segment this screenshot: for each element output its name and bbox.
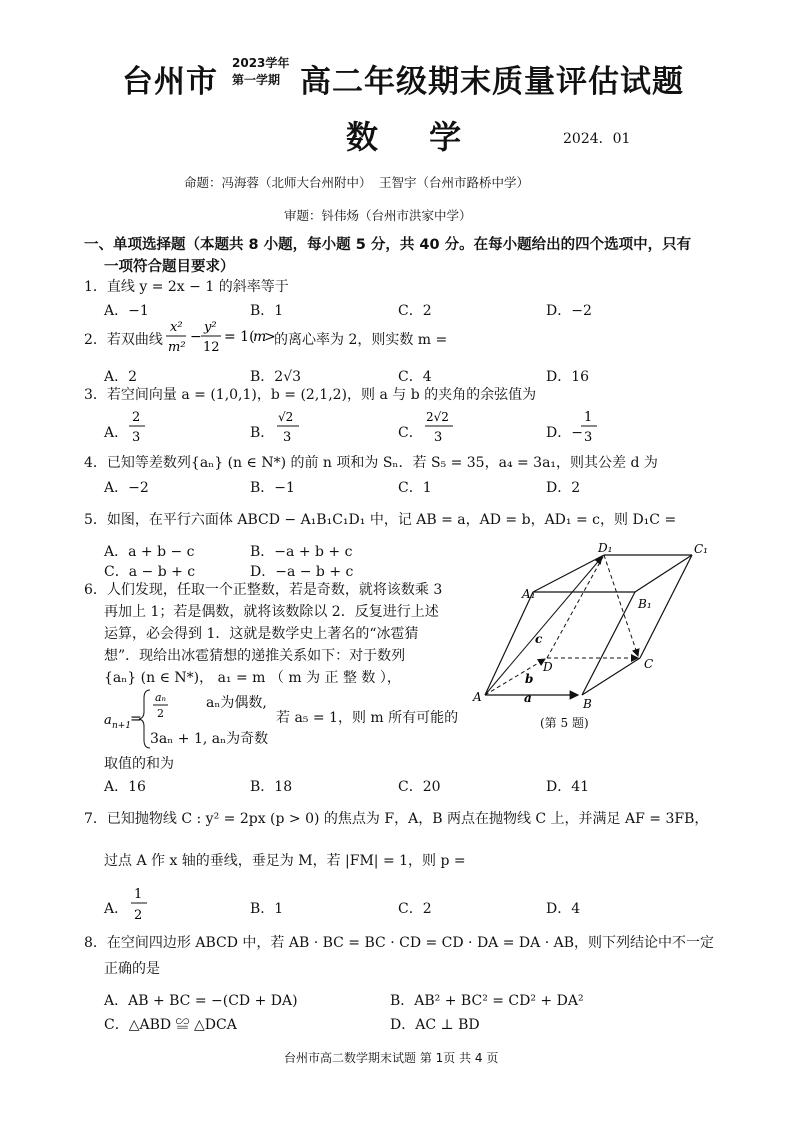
svg-text:2√2: 2√2 (426, 410, 449, 424)
label-b1: B₁ (638, 597, 652, 611)
q6-option-b: B．18 (250, 779, 293, 795)
q1-option-b: B．1 (250, 303, 284, 319)
q8-option-a: A．AB + BC = −(CD + DA) (104, 993, 298, 1009)
q8-option-b: B．AB² + BC² = CD² + DA² (390, 993, 584, 1009)
q2-stem-post: 的离心率为 2，则实数 m = (274, 332, 448, 348)
svg-text:3: 3 (584, 430, 593, 445)
authors: 命题：冯海蓉（北师大台州附中） 王智宇（台州市路桥中学） (184, 175, 530, 190)
reviewer: 审题：钭伟炀（台州市洪家中学） (284, 208, 472, 223)
q2-option-a: A．2 (104, 369, 138, 385)
q6-line4: 想”．现给出冰雹猜想的递推关系如下：对于数列 (104, 648, 406, 664)
svg-text:y²: y² (204, 320, 217, 335)
q4-option-a: A．−2 (104, 480, 149, 496)
svg-text:1: 1 (584, 410, 593, 425)
q5-option-a: A．a + b − c (104, 544, 195, 560)
q8-option-c: C．△ABD ≌ △DCA (104, 1017, 237, 1033)
svg-text:aₙ: aₙ (155, 691, 167, 704)
q2-option-b: B．2√3 (250, 369, 302, 385)
q4-option-b: B．−1 (250, 480, 295, 496)
title-year-top: 2023学年 (232, 56, 290, 70)
label-vec-b: b (525, 672, 534, 686)
q6-line3: 运算，必会得到 1．这就是数学史上著名的“冰雹猜 (104, 626, 419, 642)
q6-option-c: C．20 (398, 779, 441, 795)
svg-text:x²: x² (170, 320, 183, 335)
label-c: C (644, 657, 654, 671)
title-city: 台州市 (122, 64, 218, 100)
svg-text:3: 3 (434, 430, 443, 445)
q6-case-even: aₙ为偶数, (206, 695, 267, 711)
q2-option-c: C．4 (398, 369, 432, 385)
q5-option-d: D．−a − b + c (250, 564, 354, 580)
q6-case-odd: 3aₙ + 1, aₙ为奇数 (150, 731, 269, 747)
title-year-bottom: 第一学期 (232, 73, 281, 87)
label-a1: A₁ (522, 587, 536, 601)
q7-fraction-a (130, 884, 150, 926)
label-d: D (543, 660, 553, 674)
label-vec-c: c (535, 632, 543, 646)
q6-condition: 若 a₅ = 1，则 m 所有可能的 (276, 710, 459, 726)
q1-option-a: A．−1 (104, 303, 149, 319)
q5-option-b: B．−a + b + c (250, 544, 353, 560)
svg-text:3: 3 (283, 430, 292, 445)
q6-line1: 6．人们发现，任取一个正整数，若是奇数，就将该数乘 3 (84, 582, 443, 598)
q4-stem: 4．已知等差数列{aₙ} (n ∈ N*) 的前 n 项和为 Sₙ．若 S₅ = 35，a₄ = 3a₁，则其公差 d 为 (84, 455, 658, 471)
parallelepiped-figure (470, 540, 710, 740)
title-main: 高二年级期末质量评估试题 (300, 64, 684, 100)
q5-stem: 5．如图，在平行六面体 ABCD − A₁B₁C₁D₁ 中，记 AB = a，AD = b，AD₁ = c，则 D₁C = (84, 512, 677, 528)
q2-option-d: D．16 (546, 369, 590, 385)
q8-line2: 正确的是 (104, 961, 160, 977)
q3-option-d: D．− (546, 425, 583, 441)
q3-fraction-b (276, 407, 302, 447)
q1-stem: 1．直线 y = 2x − 1 的斜率等于 (84, 279, 289, 295)
svg-text:2: 2 (134, 908, 143, 923)
exam-date: 2024．01 (563, 131, 631, 147)
svg-text:√2: √2 (278, 410, 294, 424)
svg-text:m: m (253, 329, 267, 345)
q1-option-c: C．2 (398, 303, 432, 319)
svg-text:12: 12 (203, 340, 220, 355)
q7-option-b: B．1 (250, 901, 284, 917)
q3-option-c: C． (398, 425, 423, 441)
subject-title: 数 学 (346, 118, 482, 156)
q4-option-d: D．2 (546, 480, 581, 496)
svg-text:>: > (264, 329, 276, 345)
section-heading-line2: 一项符合题目要求） (104, 259, 235, 275)
q6-line5: {aₙ} (n ∈ N*)， a₁ = m （ m 为 正 整 数 ）， (104, 670, 401, 686)
q3-option-a: A． (104, 425, 129, 441)
figure-caption: (第 5 题) (540, 716, 589, 730)
svg-text:=: = (130, 711, 142, 727)
label-vec-a: a (524, 691, 532, 705)
q3-option-b: B． (250, 425, 275, 441)
svg-text:n+1: n+1 (112, 721, 132, 731)
q3-fraction-a (128, 407, 148, 447)
page-footer: 台州市高二数学期末试题 第 1页 共 4 页 (284, 1051, 499, 1065)
q2-stem-pre: 2．若双曲线 (84, 332, 163, 348)
svg-text:m²: m² (168, 340, 186, 355)
q6-option-d: D．41 (546, 779, 590, 795)
q7-option-d: D．4 (546, 901, 581, 917)
q3-fraction-d (580, 407, 600, 447)
q8-line1: 8．在空间四边形 ABCD 中，若 AB · BC = BC · CD = CD · DA = DA · AB，则下列结论中不一定 (84, 935, 715, 951)
svg-text:1: 1 (134, 887, 143, 902)
label-a: A (473, 690, 482, 704)
q7-line2: 过点 A 作 x 轴的垂线，垂足为 M，若 |FM| = 1，则 p = (104, 853, 466, 869)
q6-line2: 再加上 1；若是偶数，就将该数除以 2．反复进行上述 (104, 604, 439, 620)
svg-text:2: 2 (132, 410, 141, 425)
q3-stem: 3．若空间向量 a = (1,0,1)，b = (2,1,2)，则 a 与 b 的夹角的余弦值为 (84, 387, 537, 403)
q6-line7: 取值的和为 (104, 756, 174, 772)
label-d1: D₁ (598, 541, 613, 555)
q2-hyperbola-formula (164, 318, 274, 358)
q8-option-d: D．AC ⊥ BD (390, 1017, 480, 1033)
q1-option-d: D．−2 (546, 303, 592, 319)
label-c1: C₁ (694, 542, 708, 556)
q3-fraction-c (424, 407, 456, 447)
svg-text:= 1(: = 1( (224, 329, 255, 345)
q7-option-a: A． (104, 901, 129, 917)
svg-text:−: − (190, 329, 202, 345)
q6-option-a: A．16 (104, 779, 146, 795)
label-b: B (583, 697, 592, 711)
svg-text:a: a (104, 713, 112, 728)
section-heading-line1: 一、单项选择题（本题共 8 小题，每小题 5 分，共 40 分。在每小题给出的四个选项中，只有 (84, 237, 692, 253)
svg-text:3: 3 (132, 430, 141, 445)
q7-line1: 7．已知抛物线 C : y² = 2px (p > 0) 的焦点为 F，A，B 两点在抛物线 C 上，并满足 AF = 3FB， (84, 811, 709, 827)
q5-option-c: C．a − b + c (104, 564, 196, 580)
q7-option-c: C．2 (398, 901, 432, 917)
q4-option-c: C．1 (398, 480, 432, 496)
svg-text:2: 2 (157, 707, 164, 720)
